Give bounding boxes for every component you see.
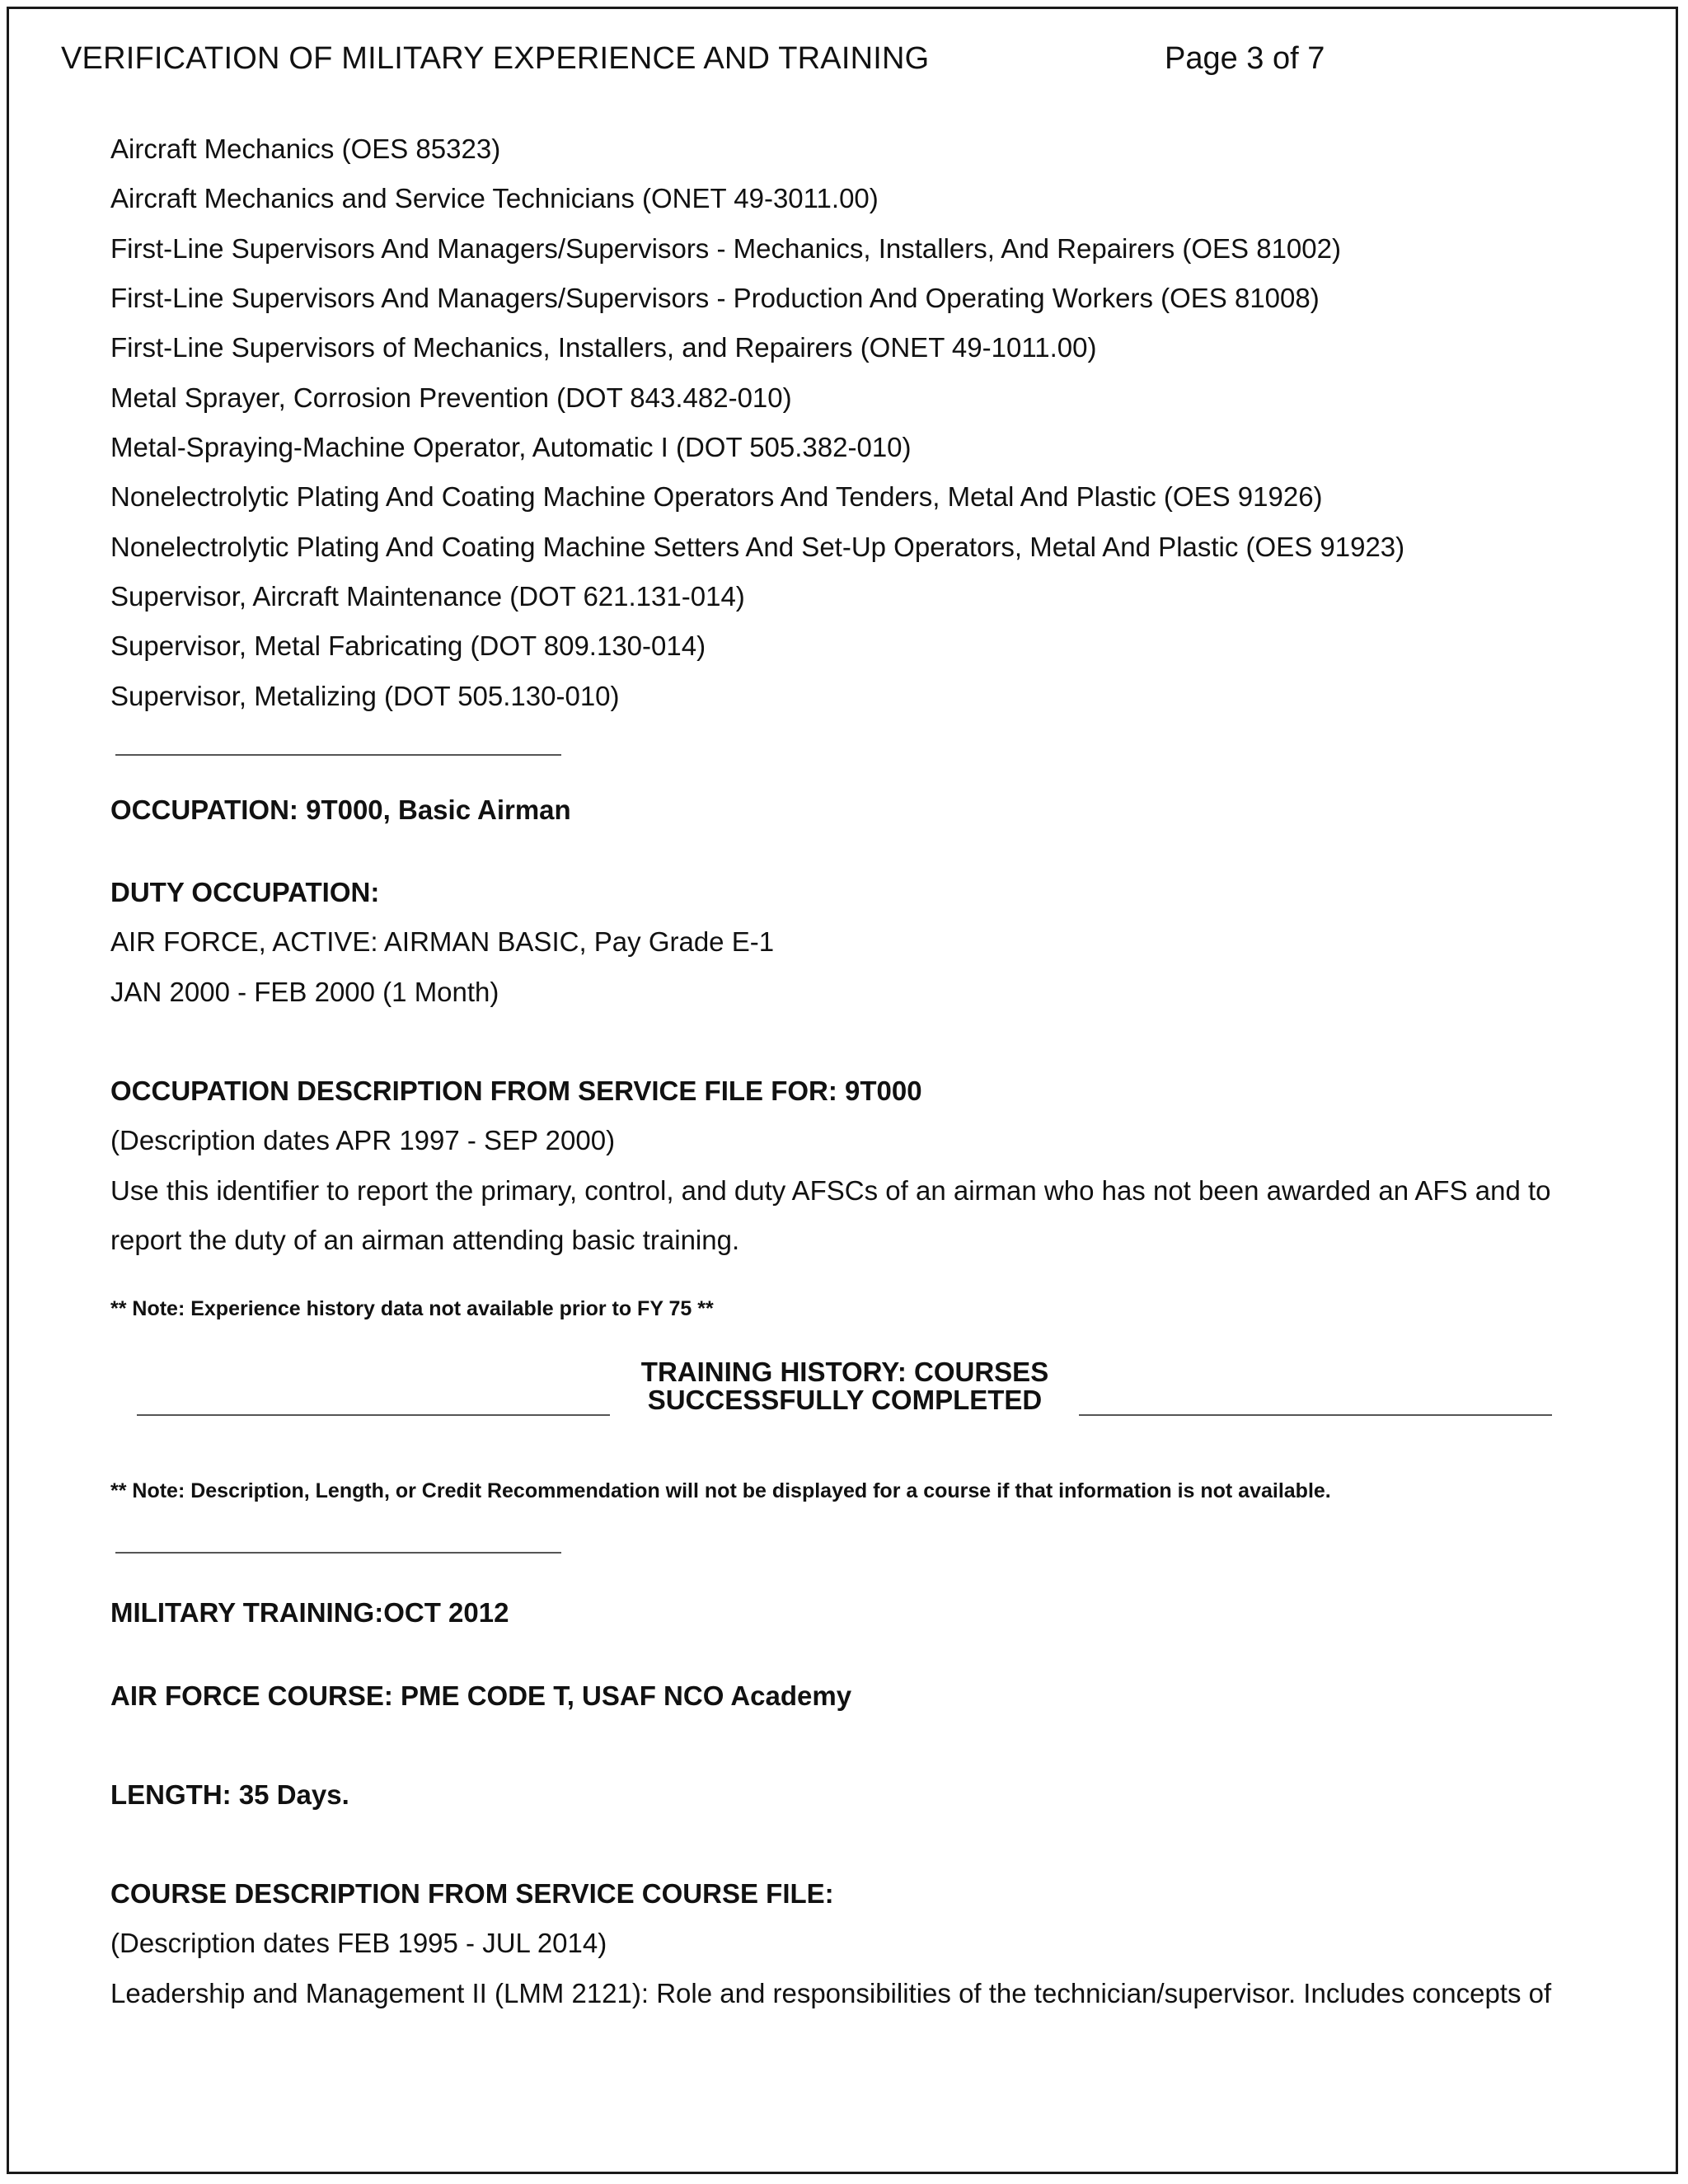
occupation-description-heading: OCCUPATION DESCRIPTION FROM SERVICE FILE FOR: 9T000 bbox=[110, 1076, 922, 1106]
list-item: First-Line Supervisors And Managers/Supervisors - Mechanics, Installers, And Repairers (OES 81002) bbox=[110, 233, 1341, 264]
duty-occupation-dates: JAN 2000 - FEB 2000 (1 Month) bbox=[110, 977, 499, 1007]
occupation-description-text: Use this identifier to report the primary, control, and duty AFSCs of an airman who has not been awarded an AFS and to bbox=[110, 1175, 1551, 1206]
duty-occupation-heading: DUTY OCCUPATION: bbox=[110, 877, 380, 907]
list-item: First-Line Supervisors of Mechanics, Installers, and Repairers (ONET 49-1011.00) bbox=[110, 332, 1097, 363]
course-description-heading: COURSE DESCRIPTION FROM SERVICE COURSE FILE: bbox=[110, 1878, 834, 1909]
course-length: LENGTH: 35 Days. bbox=[110, 1779, 349, 1810]
list-item: Metal Sprayer, Corrosion Prevention (DOT 843.482-010) bbox=[110, 382, 792, 413]
section-divider bbox=[115, 754, 561, 756]
occupation-description-text: report the duty of an airman attending basic training. bbox=[110, 1225, 740, 1255]
military-training-date: MILITARY TRAINING:OCT 2012 bbox=[110, 1597, 509, 1628]
heading-rule-left bbox=[137, 1414, 610, 1416]
list-item: Supervisor, Metal Fabricating (DOT 809.130-014) bbox=[110, 630, 706, 661]
course-description-dates: (Description dates FEB 1995 - JUL 2014) bbox=[110, 1928, 607, 1958]
list-item: Nonelectrolytic Plating And Coating Machine Operators And Tenders, Metal And Plastic (OES 91926) bbox=[110, 481, 1323, 512]
page-number: Page 3 of 7 bbox=[1165, 41, 1325, 76]
duty-occupation-line: AIR FORCE, ACTIVE: AIRMAN BASIC, Pay Grade E-1 bbox=[110, 926, 775, 957]
list-item: First-Line Supervisors And Managers/Supervisors - Production And Operating Workers (OES 81008) bbox=[110, 283, 1320, 313]
experience-note: ** Note: Experience history data not available prior to FY 75 ** bbox=[110, 1297, 714, 1320]
list-item: Supervisor, Metalizing (DOT 505.130-010) bbox=[110, 681, 620, 711]
document-title: VERIFICATION OF MILITARY EXPERIENCE AND TRAINING bbox=[61, 41, 930, 76]
training-history-heading-line: SUCCESSFULLY COMPLETED bbox=[647, 1385, 1043, 1415]
list-item: Aircraft Mechanics and Service Technicians (ONET 49-3011.00) bbox=[110, 183, 879, 213]
section-divider bbox=[115, 1552, 561, 1554]
list-item: Aircraft Mechanics (OES 85323) bbox=[110, 134, 501, 164]
occupation-description-dates: (Description dates APR 1997 - SEP 2000) bbox=[110, 1125, 616, 1155]
list-item: Nonelectrolytic Plating And Coating Machine Setters And Set-Up Operators, Metal And Plastic (OES 91923) bbox=[110, 532, 1405, 562]
list-item: Supervisor, Aircraft Maintenance (DOT 621.131-014) bbox=[110, 581, 745, 612]
training-note: ** Note: Description, Length, or Credit Recommendation will not be displayed for a course if that information is not available. bbox=[110, 1479, 1331, 1502]
heading-rule-right bbox=[1079, 1414, 1552, 1416]
course-title: AIR FORCE COURSE: PME CODE T, USAF NCO Academy bbox=[110, 1680, 852, 1711]
course-description-text: Leadership and Management II (LMM 2121): Role and responsibilities of the technician/supervisor. Includes concepts of bbox=[110, 1978, 1552, 2008]
training-history-heading bbox=[610, 1358, 1080, 1414]
training-history-heading-line: TRAINING HISTORY: COURSES bbox=[640, 1357, 1049, 1387]
list-item: Metal-Spraying-Machine Operator, Automatic I (DOT 505.382-010) bbox=[110, 432, 912, 462]
occupation-heading: OCCUPATION: 9T000, Basic Airman bbox=[110, 794, 571, 825]
